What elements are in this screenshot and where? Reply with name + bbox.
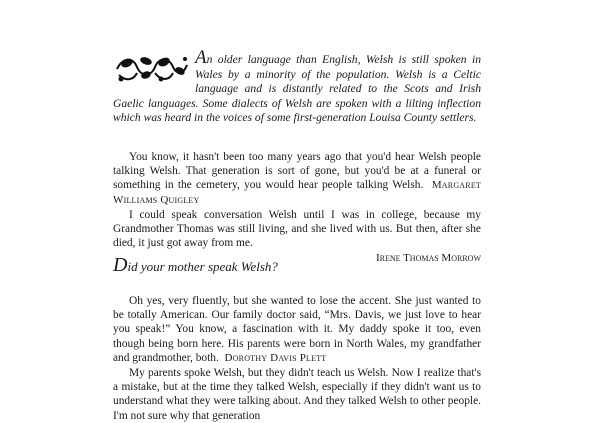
answer-text: My parents spoke Welsh, but they didn't teach us Welsh. Now I realize that's a mistake, but at the time they talked Welsh, especially if they didn't want us to understand what they were talking about. And they talked Welsh to other people. I'm not sure why that generation (113, 367, 481, 422)
quote-text: I could speak conversation Welsh until I was in college, because my Grandmother Thomas was still living, and she lived with us. But then, after she died, it just got away from me. (113, 209, 481, 250)
question-heading (113, 254, 278, 277)
intro-block (113, 47, 481, 126)
vine-ornament-icon (113, 53, 189, 83)
intro-dropcap: A (195, 47, 207, 68)
quote-text: You know, it hasn't been too many years ago that you'd hear Welsh people talking Welsh. That generation is sort of gone, but you'd be at a funeral or something in the cemetery, you would hear people talking Welsh. (113, 151, 481, 192)
quote-paragraph (113, 150, 481, 207)
quote-speaker: Irene Thomas Morrow (375, 251, 481, 264)
answer-speaker: Dorothy Davis Plett (224, 351, 327, 364)
answer-paragraph (113, 366, 481, 423)
question-dropcap: D (113, 254, 128, 276)
intro-body: n older language than English, Welsh is still spoken in Wales by a minority of the population. Welsh is a Celtic language and is distantly related to the Scots and Irish Gaelic languages. Some dialects of Welsh are spoken with a lilting inflection which was heard in the voices of some first-generation Louisa County settlers. (113, 53, 481, 125)
answer-text: Oh yes, very fluently, but she wanted to lose the accent. She just wanted to be totally American. Our family doctor said, “Mrs. Davis, we just love to hear you speak!” You know, a fascination with it. My daddy spoke it too, even though being born here. His parents were born in North Wales, my grandfather and grandmother, both. (113, 295, 481, 364)
answer-paragraph (113, 294, 481, 365)
question-text: id your mother speak Welsh? (127, 259, 278, 274)
quote-speaker: Margaret Williams Quigley (113, 179, 481, 206)
